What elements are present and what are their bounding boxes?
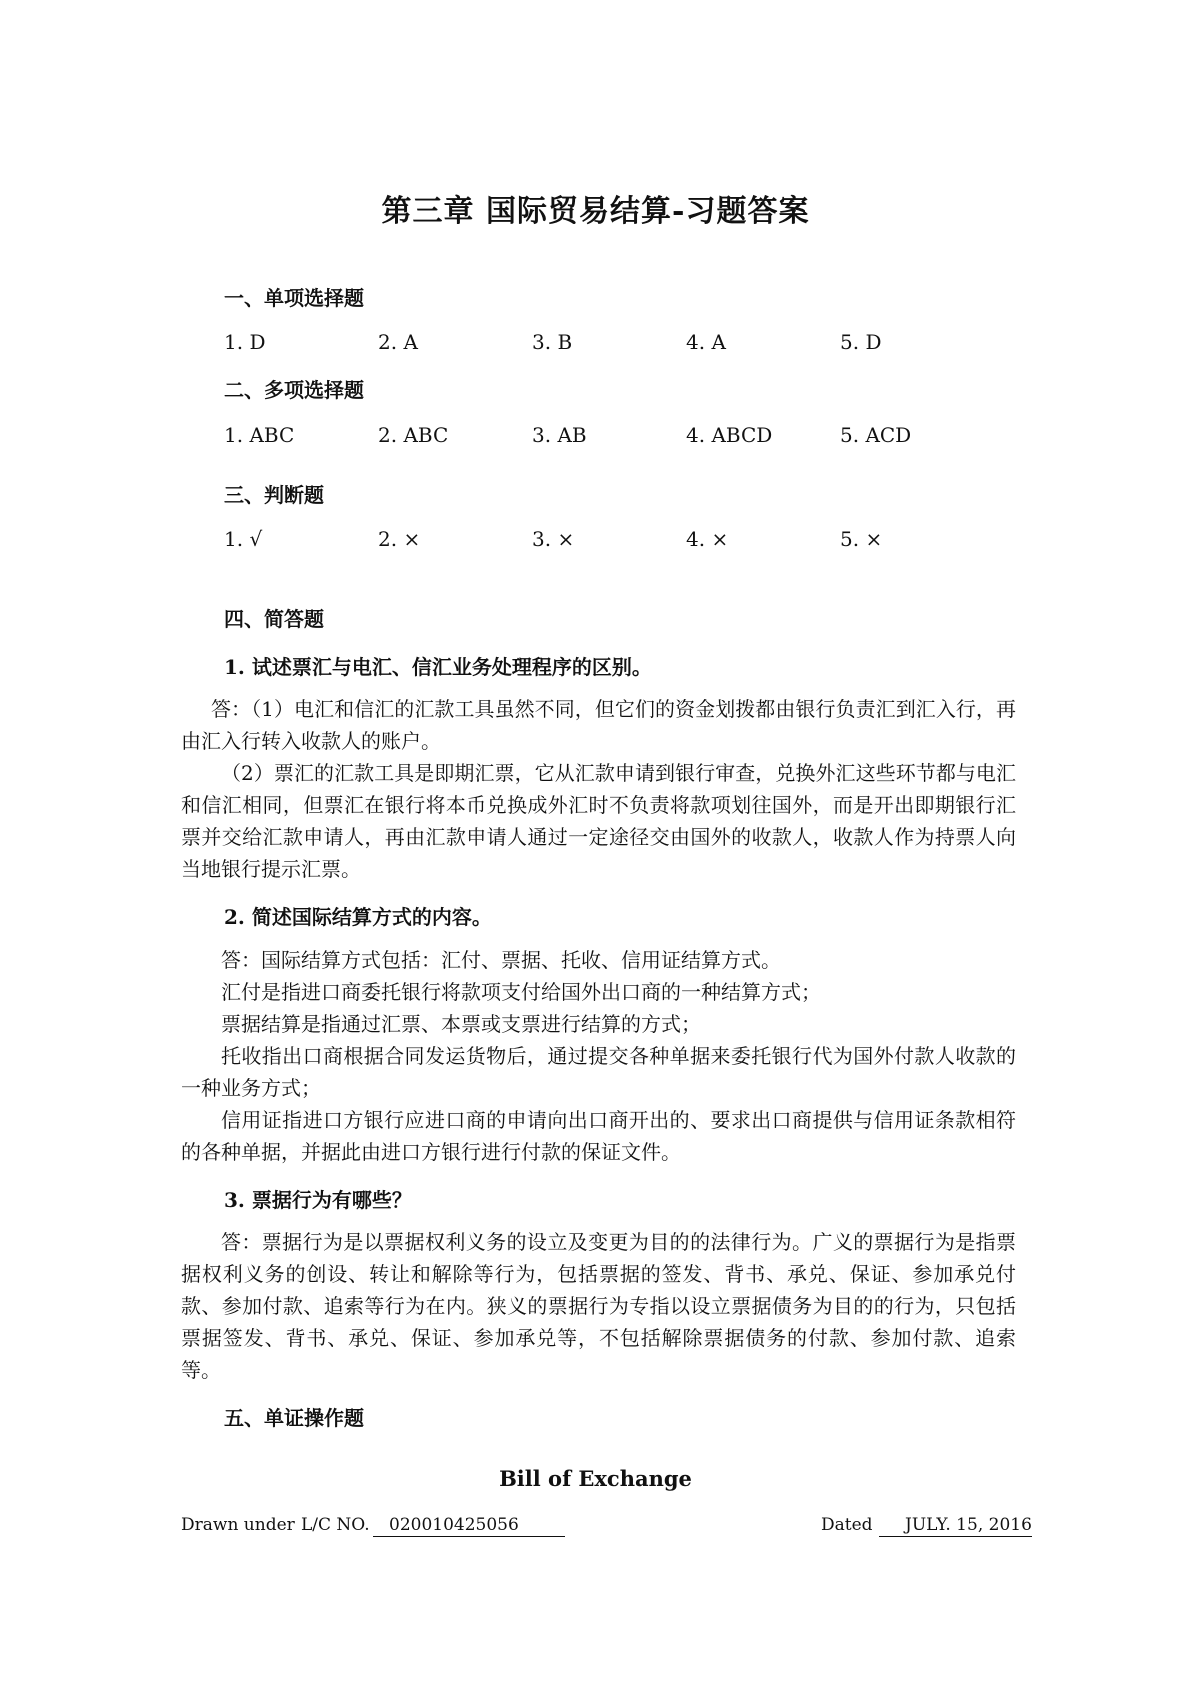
lc-no-value: 020010425056 — [373, 1515, 565, 1537]
single-choice-answers — [224, 330, 984, 360]
section-heading-short-answer: 四、简答题 — [224, 607, 324, 631]
answer-item: 2. A — [378, 330, 418, 354]
answer-item: 4. A — [686, 330, 726, 354]
lc-no-label: L/C NO. — [301, 1515, 370, 1535]
question-3: 3. 票据行为有哪些？ — [224, 1188, 412, 1212]
answer-item: 4. ABCD — [686, 423, 773, 447]
answer-paragraph: 答：国际结算方式包括：汇付、票据、托收、信用证结算方式。 — [221, 948, 781, 972]
bill-of-exchange-title: Bill of Exchange — [499, 1466, 692, 1491]
answer-paragraph: （2）票汇的汇款工具是即期汇票，它从汇款申请到银行审查，兑换外汇这些环节都与电汇和信汇相同，但票汇在银行将本币兑换成外汇时不负责将款项划往国外，而是开出即期银行汇票并交给汇款申请人，再由汇款申请人通过一定途径交由国外的收款人，收款人作为持票人向当地银行提示汇票。 — [181, 761, 1016, 881]
true-false-answers — [224, 527, 984, 557]
answer-item: 5. × — [840, 527, 883, 551]
answer-item: 1. ABC — [224, 423, 295, 447]
answer-item: 2. ABC — [378, 423, 449, 447]
section-heading-multi-choice: 二、多项选择题 — [224, 378, 364, 402]
dated-label: Dated — [821, 1515, 873, 1535]
answer-paragraph: 答：（1）电汇和信汇的汇款工具虽然不同，但它们的资金划拨都由银行负责汇到汇入行，再由汇入行转入收款人的账户。 — [181, 697, 1016, 753]
question-1: 1. 试述票汇与电汇、信汇业务处理程序的区别。 — [224, 655, 652, 679]
question-2: 2. 简述国际结算方式的内容。 — [224, 905, 492, 929]
answer-item: 3. × — [532, 527, 575, 551]
answer-block-1 — [181, 693, 1016, 885]
answer-item: 3. AB — [532, 423, 587, 447]
answer-item: 5. D — [840, 330, 882, 354]
answer-block-2 — [181, 944, 1016, 1168]
multi-choice-answers — [224, 423, 984, 453]
answer-item: 2. × — [378, 527, 421, 551]
answer-item: 1. D — [224, 330, 266, 354]
section-heading-true-false: 三、判断题 — [224, 483, 324, 507]
answer-item: 3. B — [532, 330, 573, 354]
answer-paragraph: 答：票据行为是以票据权利义务的设立及变更为目的的法律行为。广义的票据行为是指票据权利义务的创设、转让和解除等行为，包括票据的签发、背书、承兑、保证、参加承兑付款、参加付款、追索等行为在内。狭义的票据行为专指以设立票据债务为目的的行为，只包括票据签发、背书、承兑、保证、参加承兑等，不包括解除票据债务的付款、参加付款、追索等。 — [181, 1230, 1016, 1382]
answer-item: 5. ACD — [840, 423, 912, 447]
page-title: 第三章 国际贸易结算-习题答案 — [381, 194, 810, 229]
answer-paragraph: 信用证指进口方银行应进口商的申请向出口商开出的、要求出口商提供与信用证条款相符的各种单据，并据此由进口方银行进行付款的保证文件。 — [181, 1108, 1016, 1164]
answer-item: 4. × — [686, 527, 729, 551]
answer-block-3 — [181, 1226, 1016, 1386]
bill-of-exchange-header — [181, 1515, 1032, 1545]
dated-value: JULY. 15, 2016 — [879, 1515, 1032, 1537]
section-heading-document-operation: 五、单证操作题 — [224, 1406, 364, 1430]
answer-paragraph: 票据结算是指通过汇票、本票或支票进行结算的方式； — [221, 1012, 701, 1036]
section-heading-single-choice: 一、单项选择题 — [224, 286, 364, 310]
answer-paragraph: 托收指出口商根据合同发运货物后，通过提交各种单据来委托银行代为国外付款人收款的一种业务方式； — [181, 1044, 1016, 1100]
answer-item: 1. √ — [224, 527, 263, 551]
answer-paragraph: 汇付是指进口商委托银行将款项支付给国外出口商的一种结算方式； — [221, 980, 821, 1004]
drawn-under-label: Drawn under — [181, 1515, 295, 1535]
